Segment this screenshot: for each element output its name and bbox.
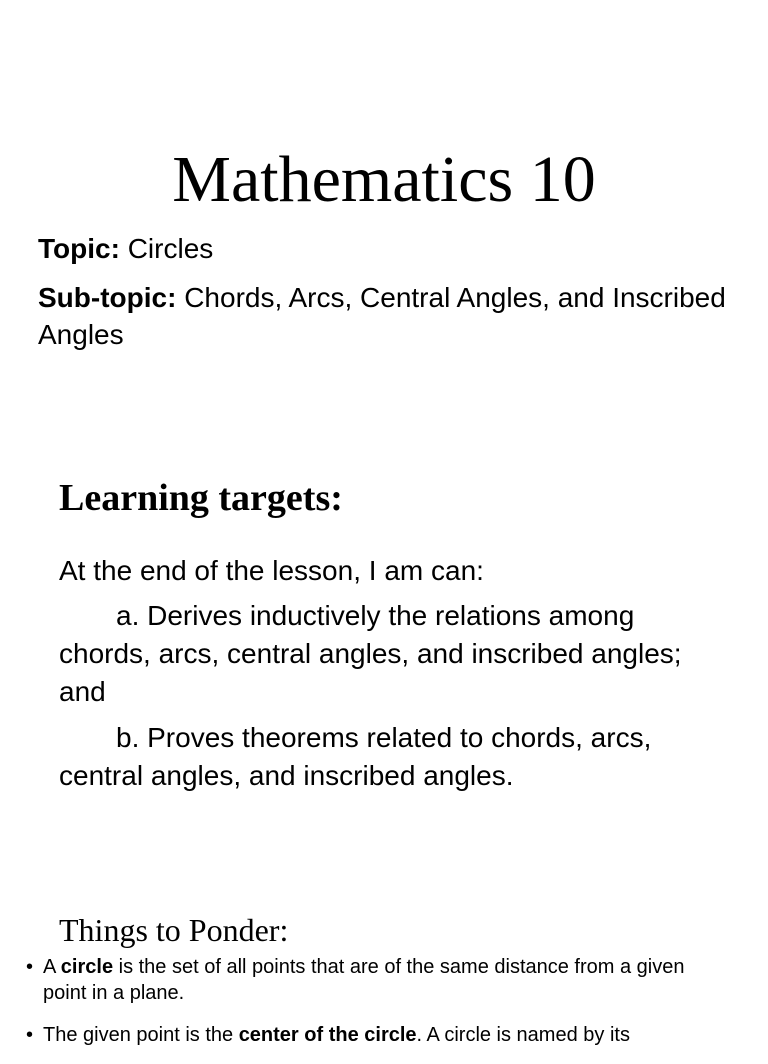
ponder-text-post: is the set of all points that are of the same distance from a given point in a plane. — [43, 956, 685, 1004]
ponder-term: center of the circle — [238, 1024, 417, 1046]
ponder-text-post: . A circle is named by its — [416, 1024, 630, 1046]
ponder-list — [26, 954, 726, 1064]
ponder-text-pre: A — [43, 956, 61, 978]
bullet-icon: • — [26, 1024, 34, 1046]
bullet-icon: • — [26, 956, 34, 978]
subtopic-label: Sub-topic: — [38, 282, 177, 313]
learning-target-b: b. Proves theorems related to chords, arcs, central angles, and inscribed angles. — [59, 722, 652, 791]
topic-line — [38, 231, 738, 267]
learning-targets-heading: Learning targets: — [59, 477, 343, 519]
things-to-ponder-heading: Things to Ponder: — [59, 912, 289, 948]
subtopic-value: Chords, Arcs, Central Angles, and Inscribed Angles — [38, 282, 726, 350]
page-title: Mathematics 10 — [172, 143, 596, 216]
learning-target-a: a. Derives inductively the relations among chords, arcs, central angles, and inscribed angles; and — [59, 600, 682, 707]
ponder-text-pre: The given point is the — [43, 1024, 239, 1046]
list-item — [26, 1022, 726, 1048]
list-item — [26, 954, 726, 1006]
learning-targets-intro: At the end of the lesson, I am can: — [59, 555, 484, 586]
topic-value: Circles — [119, 233, 214, 264]
topic-label: Topic: — [38, 233, 120, 264]
subtopic-line — [38, 279, 728, 353]
ponder-term: circle — [60, 956, 114, 978]
